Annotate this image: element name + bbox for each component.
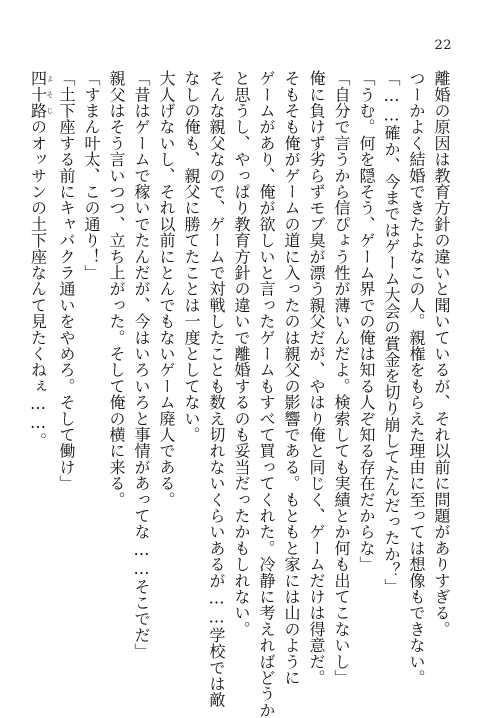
- text-line-2: つーかよく結婚できたよなこの人。親権をもらえた理由に至っては想像もできない。: [407, 70, 426, 686]
- text-line-16: 「土下座する前にキャバクラ通いをやめろ。そして働け」: [57, 70, 76, 492]
- text-line-4: 「うむ。何を隠そう、ゲーム界での俺は知る人ぞ知る存在だからな」: [357, 70, 376, 573]
- text-line-9: と思うし、やっぱり教育方針の違いで離婚するのも妥当だったかもしれない。: [232, 70, 251, 637]
- body-text: [28, 70, 454, 718]
- text-line-15: 「すまん叶太、この通り！」: [82, 70, 101, 281]
- ruby-yosoji: [28, 70, 54, 119]
- text-line-6: 俺に負けず劣らずモブ臭が漂う親父だが、やはり俺と同じく、ゲームだけは得意だ。: [307, 70, 326, 686]
- text-line-17-rest: のオッサンの土下座なんて見たくねぇ……。: [28, 118, 48, 449]
- text-line-13: 「昔はゲームで稼いでたんだが、今はいろいろと事情があってな……そこでだ」: [132, 70, 151, 660]
- page-number: 22: [434, 38, 452, 53]
- text-line-12: 大人げないし、それ以前にとんでもないゲーム廃人である。: [157, 70, 176, 508]
- text-line-11: なしの俺も、親父に勝てたことは一度としてない。: [182, 70, 201, 443]
- text-line-10: そんな親父なので、ゲームで対戦したことも数え切れないくらいあるが……学校では敵: [207, 70, 226, 708]
- ruby-reading: よそじ: [46, 70, 54, 119]
- text-line-14: 親父はそう言いつつ、立ち上がった。そして俺の横に来る。: [107, 70, 126, 508]
- text-line-8: ゲームがあり、俺が欲しいと言ったゲームもすべて買ってくれた。冷静に考えればどうか: [257, 70, 276, 718]
- text-line-17: [26, 70, 55, 670]
- text-line-1: 離婚の原因は教育方針の違いと聞いているが、それ以前に問題がありすぎる。: [432, 70, 451, 637]
- text-line-5: 「自分で言うから信ぴょう性が薄いんだよ。検索しても実績とか何も出てこないし」: [332, 70, 351, 686]
- text-line-7: そもそも俺がゲームの道に入ったのは親父の影響である。もともと家には山のように: [282, 70, 301, 686]
- ruby-base: 四十路: [28, 70, 48, 119]
- text-line-3: 「……確か、今まではゲーム大会の賞金を切り崩してたんだったか？」: [382, 70, 401, 595]
